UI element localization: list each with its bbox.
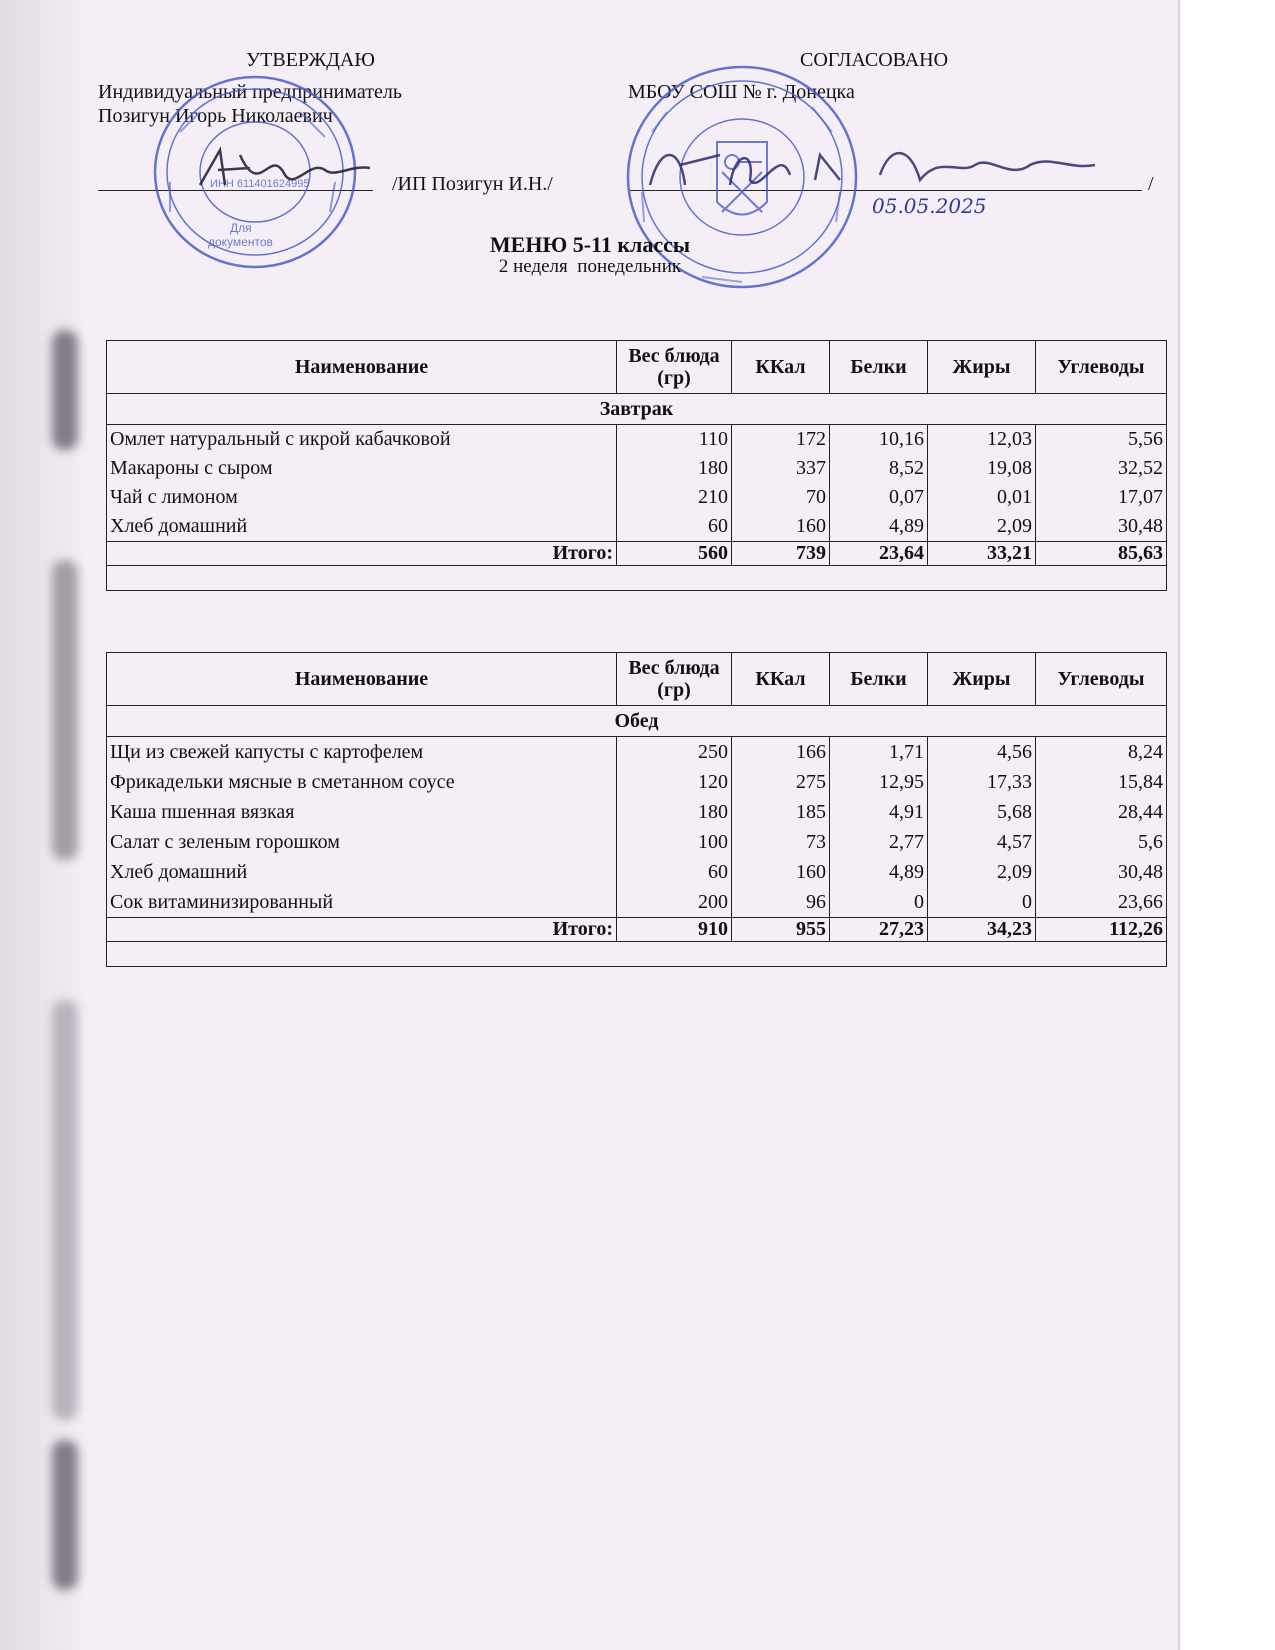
- col-header-weight: Вес блюда (гр): [617, 653, 732, 706]
- table-row: [107, 737, 1167, 768]
- dish-kcal: 337: [732, 454, 830, 483]
- dish-kcal: 73: [732, 827, 830, 857]
- scan-smudge: [52, 560, 78, 860]
- dish-weight: 110: [617, 425, 732, 455]
- blank-row: [107, 942, 1167, 967]
- col-header-carbs: Углеводы: [1036, 341, 1167, 394]
- dish-carbs: 30,48: [1036, 857, 1167, 887]
- dish-kcal: 275: [732, 767, 830, 797]
- dish-carbs: 30,48: [1036, 512, 1167, 542]
- total-row: [107, 918, 1167, 942]
- col-header-kcal: ККал: [732, 341, 830, 394]
- total-label: Итого:: [107, 542, 617, 566]
- meal-label-breakfast: Завтрак: [107, 394, 1167, 425]
- total-weight: 560: [617, 542, 732, 566]
- blank-cell: [107, 566, 1167, 591]
- dish-name: Салат с зеленым горошком: [107, 827, 617, 857]
- table-row: [107, 857, 1167, 887]
- dish-kcal: 96: [732, 887, 830, 918]
- col-header-protein: Белки: [830, 341, 928, 394]
- dish-fat: 0,01: [928, 483, 1036, 512]
- dish-protein: 10,16: [830, 425, 928, 455]
- col-header-fat: Жиры: [928, 341, 1036, 394]
- approval-heading: УТВЕРЖДАЮ: [246, 49, 375, 71]
- dish-name: Омлет натуральный с икрой кабачковой: [107, 425, 617, 455]
- dish-protein: 4,91: [830, 797, 928, 827]
- dish-protein: 2,77: [830, 827, 928, 857]
- dish-protein: 0: [830, 887, 928, 918]
- menu-subtitle: 2 неделя понедельник: [498, 256, 682, 277]
- dish-protein: 1,71: [830, 737, 928, 768]
- breakfast-table: [106, 340, 1167, 591]
- approval-person: Позигун Игорь Николаевич: [98, 105, 333, 127]
- dish-protein: 12,95: [830, 767, 928, 797]
- menu-title: МЕНЮ 5-11 классы: [489, 232, 691, 257]
- dish-name: Щи из свежей капусты с картофелем: [107, 737, 617, 768]
- dish-protein: 4,89: [830, 512, 928, 542]
- total-carbs: 85,63: [1036, 542, 1167, 566]
- dish-weight: 180: [617, 797, 732, 827]
- dish-fat: 12,03: [928, 425, 1036, 455]
- dish-weight: 100: [617, 827, 732, 857]
- approval-signatory: /ИП Позигун И.Н./: [392, 173, 553, 195]
- total-label: Итого:: [107, 918, 617, 942]
- table-row: [107, 483, 1167, 512]
- dish-kcal: 166: [732, 737, 830, 768]
- dish-fat: 4,56: [928, 737, 1036, 768]
- total-kcal: 739: [732, 542, 830, 566]
- dish-protein: 8,52: [830, 454, 928, 483]
- total-fat: 33,21: [928, 542, 1036, 566]
- dish-name: Фрикадельки мясные в сметанном соусе: [107, 767, 617, 797]
- dish-weight: 120: [617, 767, 732, 797]
- svg-text:ИНН 611401624995: ИНН 611401624995: [210, 178, 310, 190]
- svg-text:Для: Для: [230, 221, 252, 235]
- table-row: [107, 512, 1167, 542]
- col-header-name: Наименование: [107, 653, 617, 706]
- dish-carbs: 32,52: [1036, 454, 1167, 483]
- dish-name: Каша пшенная вязкая: [107, 797, 617, 827]
- total-fat: 34,23: [928, 918, 1036, 942]
- dish-carbs: 15,84: [1036, 767, 1167, 797]
- dish-carbs: 28,44: [1036, 797, 1167, 827]
- col-header-carbs: Углеводы: [1036, 653, 1167, 706]
- dish-fat: 17,33: [928, 767, 1036, 797]
- dish-name: Макароны с сыром: [107, 454, 617, 483]
- dish-weight: 60: [617, 857, 732, 887]
- agreement-heading: СОГЛАСОВАНО: [800, 49, 949, 71]
- agreement-signature-end: /: [1148, 173, 1154, 195]
- col-header-fat: Жиры: [928, 653, 1036, 706]
- scan-smudge: [52, 1000, 78, 1420]
- dish-protein: 4,89: [830, 857, 928, 887]
- meal-label-row: [107, 394, 1167, 425]
- dish-fat: 2,09: [928, 512, 1036, 542]
- dish-name: Чай с лимоном: [107, 483, 617, 512]
- scan-paper-edge: [1178, 0, 1275, 1650]
- dish-kcal: 70: [732, 483, 830, 512]
- meal-label-lunch: Обед: [107, 706, 1167, 737]
- dish-name: Хлеб домашний: [107, 512, 617, 542]
- dish-fat: 2,09: [928, 857, 1036, 887]
- total-carbs: 112,26: [1036, 918, 1167, 942]
- dish-kcal: 185: [732, 797, 830, 827]
- dish-protein: 0,07: [830, 483, 928, 512]
- table-row: [107, 425, 1167, 455]
- dish-fat: 5,68: [928, 797, 1036, 827]
- table-header-row: [107, 653, 1167, 706]
- table-row: [107, 767, 1167, 797]
- scan-smudge: [52, 330, 78, 450]
- table-row: [107, 887, 1167, 918]
- dish-carbs: 5,6: [1036, 827, 1167, 857]
- total-protein: 27,23: [830, 918, 928, 942]
- dish-kcal: 172: [732, 425, 830, 455]
- dish-weight: 210: [617, 483, 732, 512]
- total-protein: 23,64: [830, 542, 928, 566]
- dish-kcal: 160: [732, 857, 830, 887]
- col-header-kcal: ККал: [732, 653, 830, 706]
- dish-weight: 250: [617, 737, 732, 768]
- total-row: [107, 542, 1167, 566]
- blank-cell: [107, 942, 1167, 967]
- total-weight: 910: [617, 918, 732, 942]
- dish-name: Хлеб домашний: [107, 857, 617, 887]
- dish-weight: 200: [617, 887, 732, 918]
- agreement-signature: [640, 135, 1110, 225]
- signature-date: 05.05.2025: [872, 194, 987, 218]
- ip-signature: [190, 140, 380, 200]
- blank-row: [107, 566, 1167, 591]
- dish-kcal: 160: [732, 512, 830, 542]
- dish-carbs: 5,56: [1036, 425, 1167, 455]
- dish-carbs: 17,07: [1036, 483, 1167, 512]
- dish-weight: 180: [617, 454, 732, 483]
- total-kcal: 955: [732, 918, 830, 942]
- lunch-table: [106, 652, 1167, 967]
- dish-name: Сок витаминизированный: [107, 887, 617, 918]
- agreement-organization: МБОУ СОШ № г. Донецка: [628, 81, 855, 103]
- dish-fat: 4,57: [928, 827, 1036, 857]
- col-header-name: Наименование: [107, 341, 617, 394]
- dish-carbs: 23,66: [1036, 887, 1167, 918]
- table-row: [107, 797, 1167, 827]
- svg-text:документов: документов: [208, 235, 273, 249]
- dish-fat: 0: [928, 887, 1036, 918]
- table-row: [107, 827, 1167, 857]
- scan-smudge: [52, 1440, 78, 1590]
- approval-position: Индивидуальный предприниматель: [98, 81, 402, 103]
- table-row: [107, 454, 1167, 483]
- col-header-weight: Вес блюда (гр): [617, 341, 732, 394]
- dish-weight: 60: [617, 512, 732, 542]
- dish-carbs: 8,24: [1036, 737, 1167, 768]
- dish-fat: 19,08: [928, 454, 1036, 483]
- table-header-row: [107, 341, 1167, 394]
- meal-label-row: [107, 706, 1167, 737]
- col-header-protein: Белки: [830, 653, 928, 706]
